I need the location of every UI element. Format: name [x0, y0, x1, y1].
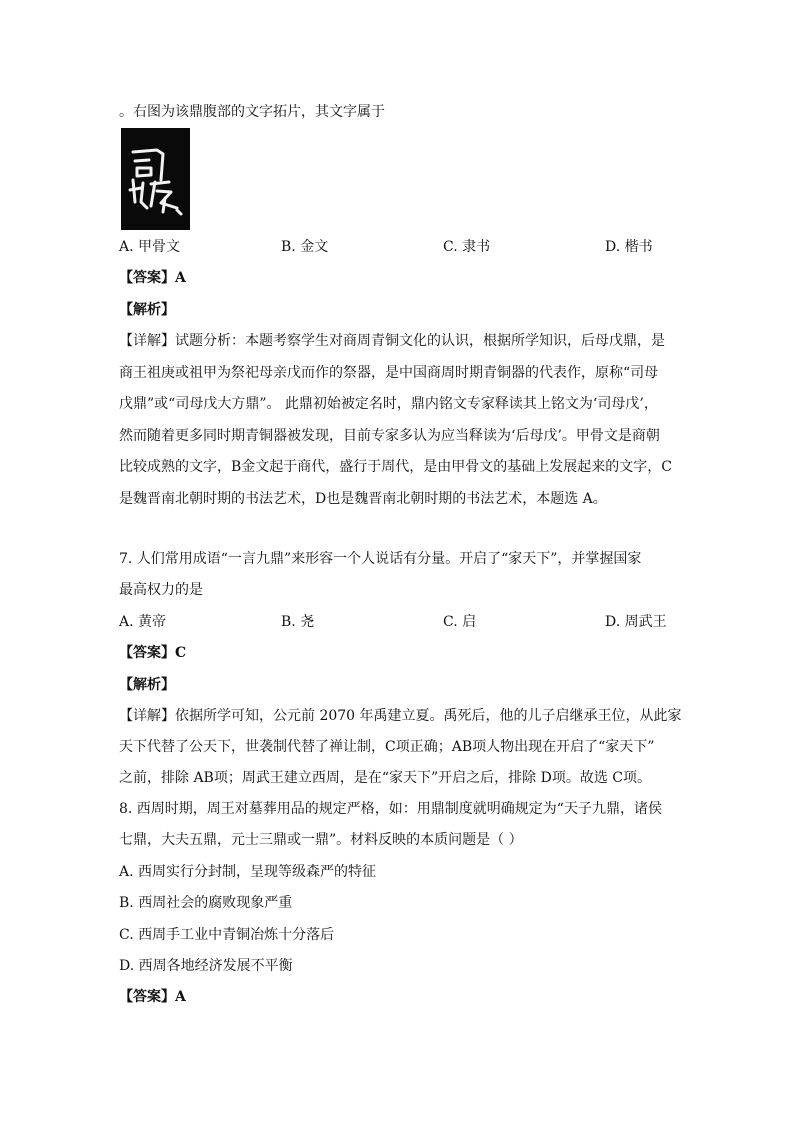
q6-detail-line-3: 戊鼎”或“司母戊大方鼎”。 此鼎初始被定名时，鼎内铭文专家释读其上铭文为‘司母戊’，	[119, 396, 658, 412]
q8-option-d: D. 西周各地经济发展不平衡	[119, 958, 293, 974]
q7-detail-line-3: 之前，排除 AB项；周武王建立西周，是在“家天下”开启之后，排除 D项。故选 C项。	[119, 770, 651, 786]
q6-detail-line-6: 是魏晋南北朝时期的书法艺术，D也是魏晋南北朝时期的书法艺术，本题选 A。	[119, 491, 607, 507]
inscription-rubbing-image	[121, 128, 190, 230]
q6-detail-line-2: 商王祖庚或祖甲为祭祀母亲戊而作的祭器，是中国商周时期青铜器的代表作，原称“司母	[119, 365, 659, 381]
q6-analysis-title: 【解析】	[119, 302, 175, 318]
q6-option-a: A. 甲骨文	[119, 239, 181, 255]
q8-stem-line-2: 七鼎，大夫五鼎，元士三鼎或一鼎”。材料反映的本质问题是（ ）	[119, 832, 523, 848]
q6-answer: 【答案】A	[119, 270, 186, 286]
q7-stem-line-2: 最高权力的是	[119, 582, 203, 598]
q7-option-c: C. 启	[443, 614, 477, 630]
q6-option-b: B. 金文	[281, 239, 329, 255]
q7-answer: 【答案】C	[119, 645, 187, 661]
inscription-glyphs	[121, 128, 190, 230]
q6-option-c: C. 隶书	[443, 239, 491, 255]
q8-answer: 【答案】A	[119, 989, 186, 1005]
q8-stem-line-1: 8. 西周时期，周王对墓葬用品的规定严格，如：用鼎制度就明确规定为“天子九鼎，诸侯	[119, 801, 662, 817]
q7-option-d: D. 周武王	[605, 614, 667, 630]
q7-option-b: B. 尧	[281, 614, 315, 630]
q7-detail-line-2: 天下代替了公天下，世袭制代替了禅让制，C项正确；AB项人物出现在开启了“家天下”	[119, 739, 655, 755]
q6-stem-tail: 。右图为该鼎腹部的文字拓片，其文字属于	[119, 104, 385, 120]
q8-option-c: C. 西周手工业中青铜冶炼十分落后	[119, 927, 335, 943]
q7-option-a: A. 黄帝	[119, 614, 167, 630]
q8-option-a: A. 西周实行分封制，呈现等级森严的特征	[119, 864, 377, 880]
q6-option-d: D. 楷书	[605, 239, 653, 255]
q7-detail-line-1: 【详解】依据所学可知，公元前 2070 年禹建立夏。禹死后，他的儿子启继承王位，从此家	[119, 708, 682, 724]
q7-stem-line-1: 7. 人们常用成语“一言九鼎”来形容一个人说话有分量。开启了“家天下”，并掌握国家	[119, 551, 642, 567]
q6-detail-line-5: 比较成熟的文字，B金文起于商代，盛行于周代，是由甲骨文的基础上发展起来的文字，C	[119, 459, 672, 475]
q7-analysis-title: 【解析】	[119, 677, 175, 693]
q8-option-b: B. 西周社会的腐败现象严重	[119, 895, 293, 911]
q6-detail-line-1: 【详解】试题分析：本题考察学生对商周青铜文化的认识，根据所学知识，后母戊鼎，是	[119, 333, 665, 349]
q6-detail-line-4: 然而随着更多同时期青铜器被发现，目前专家多认为应当释读为‘后母戊’。甲骨文是商朝	[119, 428, 660, 444]
